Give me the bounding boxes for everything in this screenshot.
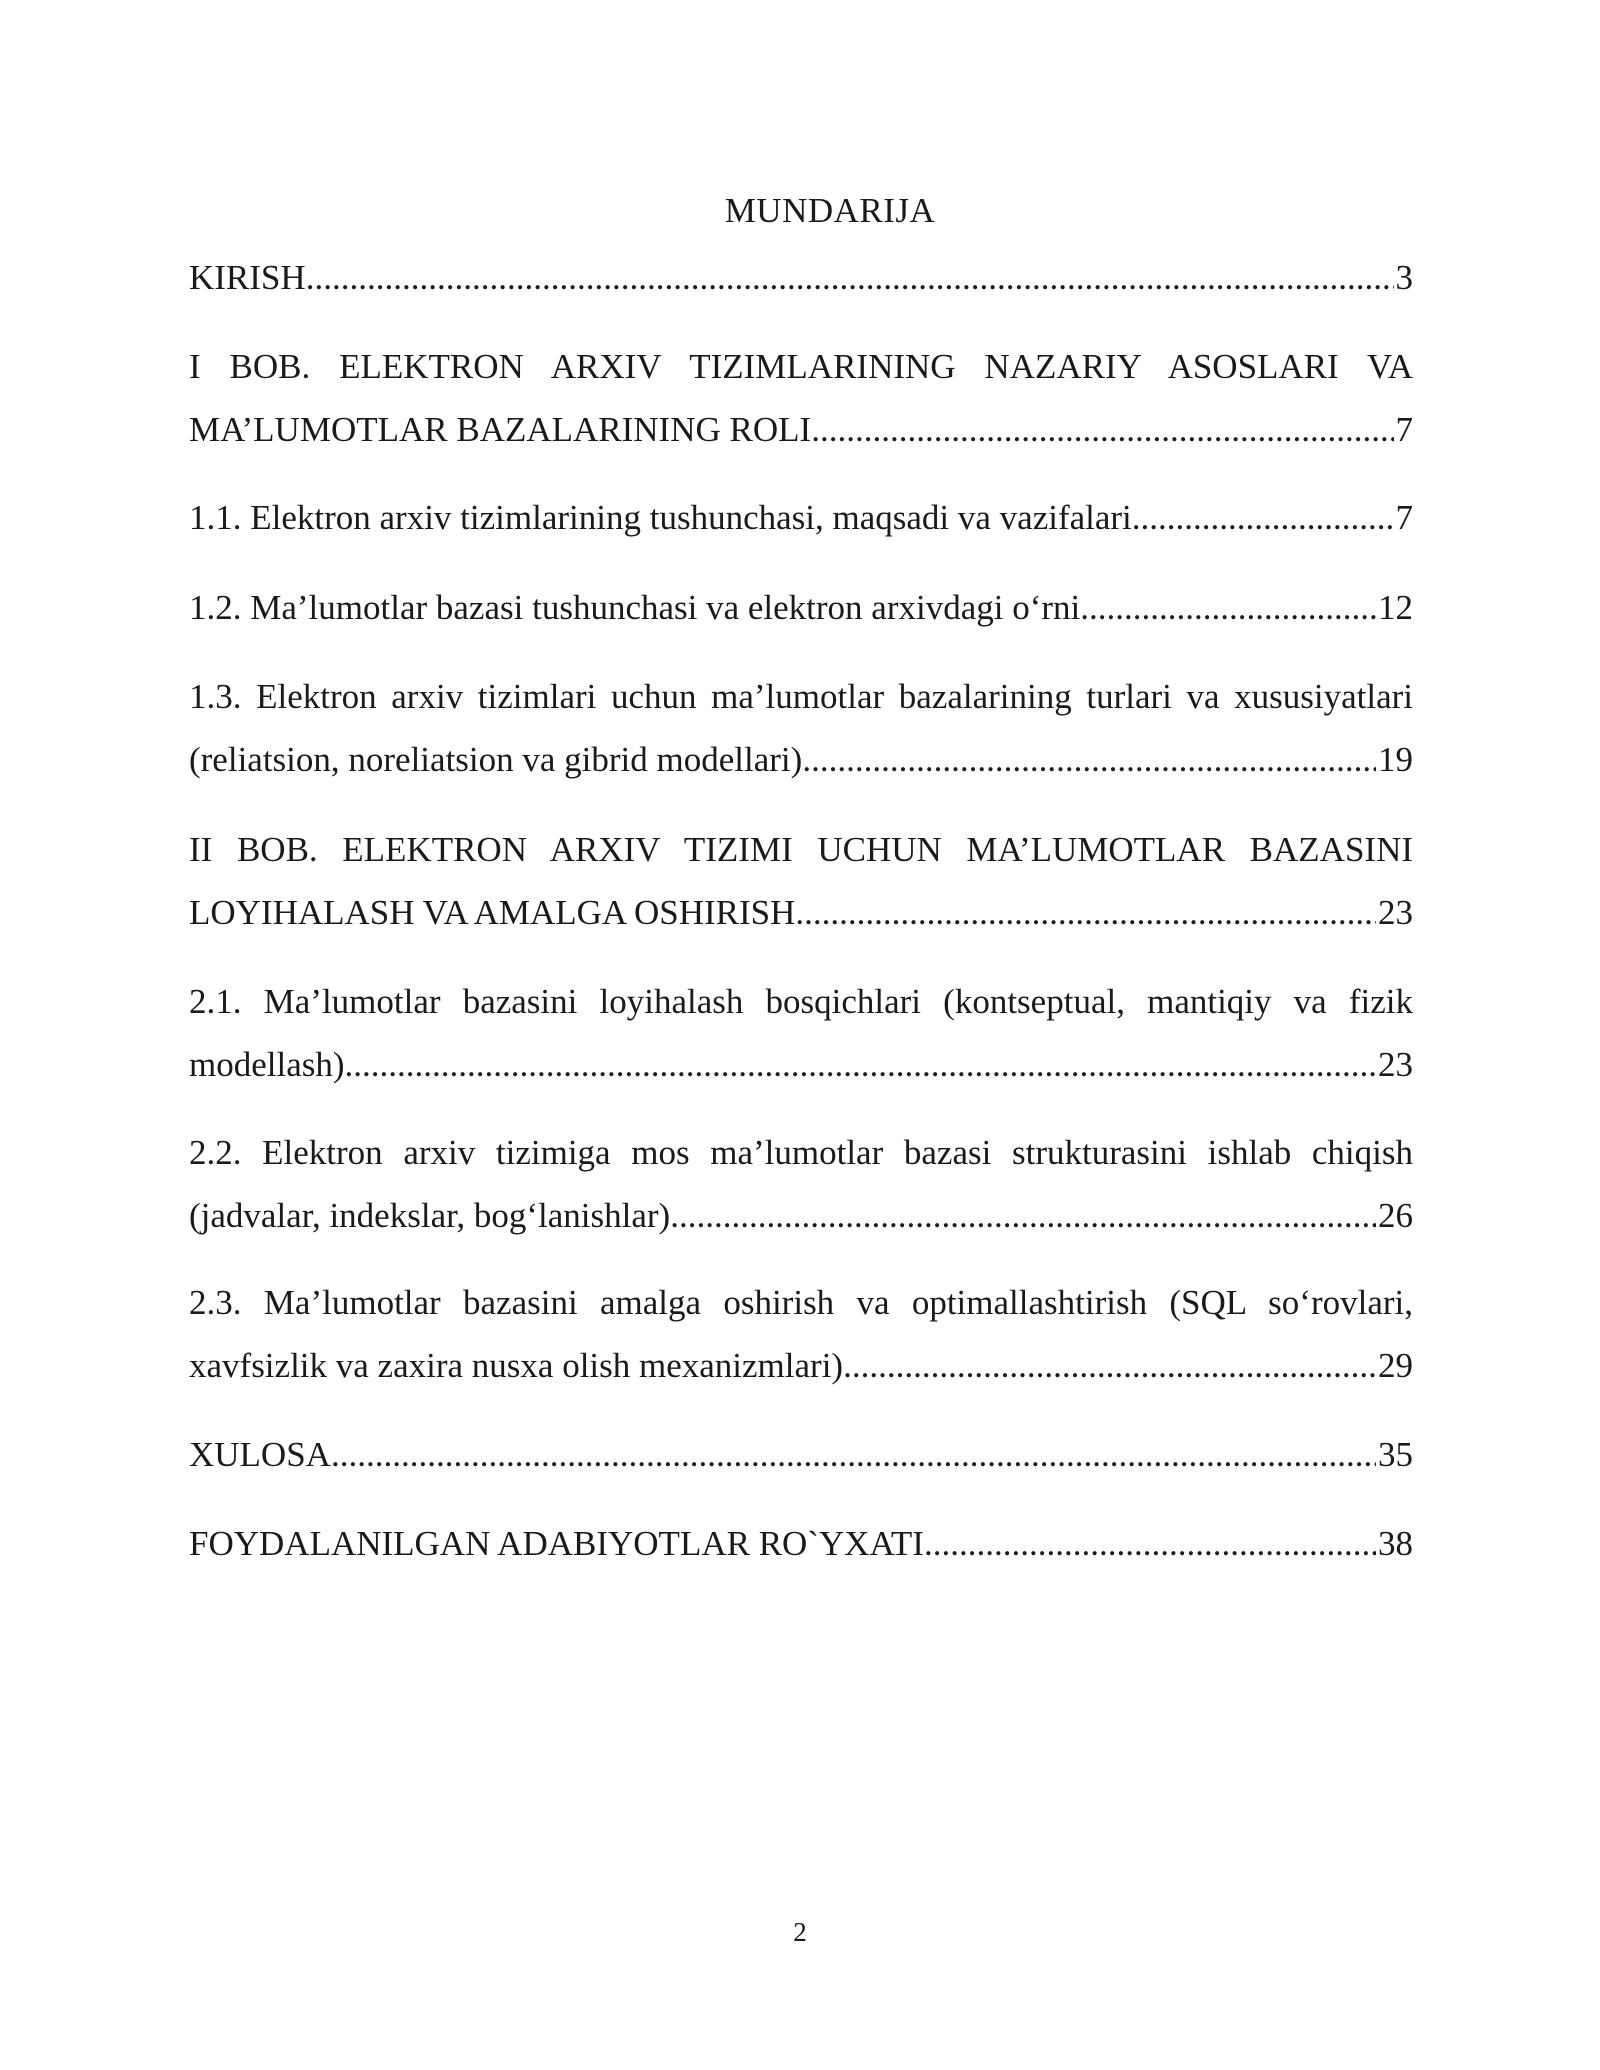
toc-entry-title: 1.2. Ma’lumotlar bazasi tushunchasi va elektron arxivdagi o‘rni [189, 588, 1081, 627]
dot-leader [924, 1522, 1376, 1566]
toc-entry-title: (jadvalar, indekslar, bog‘lanishlar) [189, 1196, 671, 1235]
toc-entry-title: XULOSA [189, 1435, 331, 1474]
toc-entry-page: 23 [1378, 893, 1413, 932]
toc-entry-last-line [189, 1194, 1413, 1238]
toc-entry-title: FOYDALANILGAN ADABIYOTLAR RO`YXATI [189, 1524, 924, 1563]
toc-entry-last-line [189, 1433, 1413, 1477]
toc-entry-line: I BOB. ELEKTRON ARXIV TIZIMLARINING NAZARIY ASOSLARI VA [189, 347, 1413, 386]
toc-entry-page: 23 [1378, 1045, 1413, 1084]
page-number: 2 [793, 1917, 807, 1947]
toc-entry-title: xavfsizlik va zaxira nusxa olish mexanizmlari) [189, 1346, 844, 1385]
toc-entry-last-line [189, 408, 1413, 452]
dot-leader [1080, 586, 1376, 630]
toc-entry-page: 35 [1378, 1435, 1413, 1474]
toc-entry-title: modellash) [189, 1045, 345, 1084]
dot-leader [811, 408, 1393, 452]
toc-entry-line: 2.1. Ma’lumotlar bazasini loyihalash bosqichlari (kontseptual, mantiqiy va fizik [189, 982, 1413, 1021]
toc-entry-last-line [189, 1043, 1413, 1087]
toc-entry-line: 2.2. Elektron arxiv tizimiga mos ma’lumotlar bazasi strukturasini ishlab chiqish [189, 1133, 1413, 1172]
toc-entry-page: 29 [1378, 1346, 1413, 1385]
dot-leader [795, 891, 1376, 935]
toc-entry-line: II BOB. ELEKTRON ARXIV TIZIMI UCHUN MA’LUMOTLAR BAZASINI [189, 830, 1413, 869]
page-title: MUNDARIJA [724, 191, 936, 230]
toc-entry-page: 7 [1395, 410, 1413, 449]
toc-entry-last-line [189, 1344, 1413, 1388]
dot-leader [802, 738, 1376, 782]
toc-entry-line: 1.3. Elektron arxiv tizimlari uchun ma’lumotlar bazalarining turlari va xususiyatlari [189, 677, 1413, 716]
toc-entry-title: MA’LUMOTLAR BAZALARINING ROLI [189, 410, 812, 449]
toc-entry-title: KIRISH [189, 258, 306, 297]
toc-entry-last-line [189, 1522, 1413, 1566]
dot-leader [306, 256, 1394, 300]
dot-leader [345, 1043, 1376, 1087]
toc-entry-page: 12 [1378, 588, 1413, 627]
toc-entry-page: 26 [1378, 1196, 1413, 1235]
dot-leader [1132, 496, 1394, 540]
dot-leader [331, 1433, 1376, 1477]
toc-entry-page: 19 [1378, 740, 1413, 779]
toc-entry-title: 1.1. Elektron arxiv tizimlarining tushunchasi, maqsadi va vazifalari [189, 498, 1132, 537]
dot-leader [670, 1194, 1376, 1238]
toc-entry-page: 38 [1378, 1524, 1413, 1563]
toc-entry-last-line [189, 891, 1413, 935]
toc-entry-last-line [189, 496, 1413, 540]
toc-entry-last-line [189, 586, 1413, 630]
toc-entry-last-line [189, 738, 1413, 782]
toc-entry-title: (reliatsion, noreliatsion va gibrid modellari) [189, 740, 803, 779]
toc-entry-page: 3 [1395, 258, 1413, 297]
toc-entry-page: 7 [1395, 498, 1413, 537]
toc-entry-line: 2.3. Ma’lumotlar bazasini amalga oshirish va optimallashtirish (SQL so‘rovlari, [189, 1283, 1413, 1322]
toc-entry-last-line [189, 256, 1413, 300]
toc-entry-title: LOYIHALASH VA AMALGA OSHIRISH [189, 893, 796, 932]
dot-leader [843, 1344, 1376, 1388]
